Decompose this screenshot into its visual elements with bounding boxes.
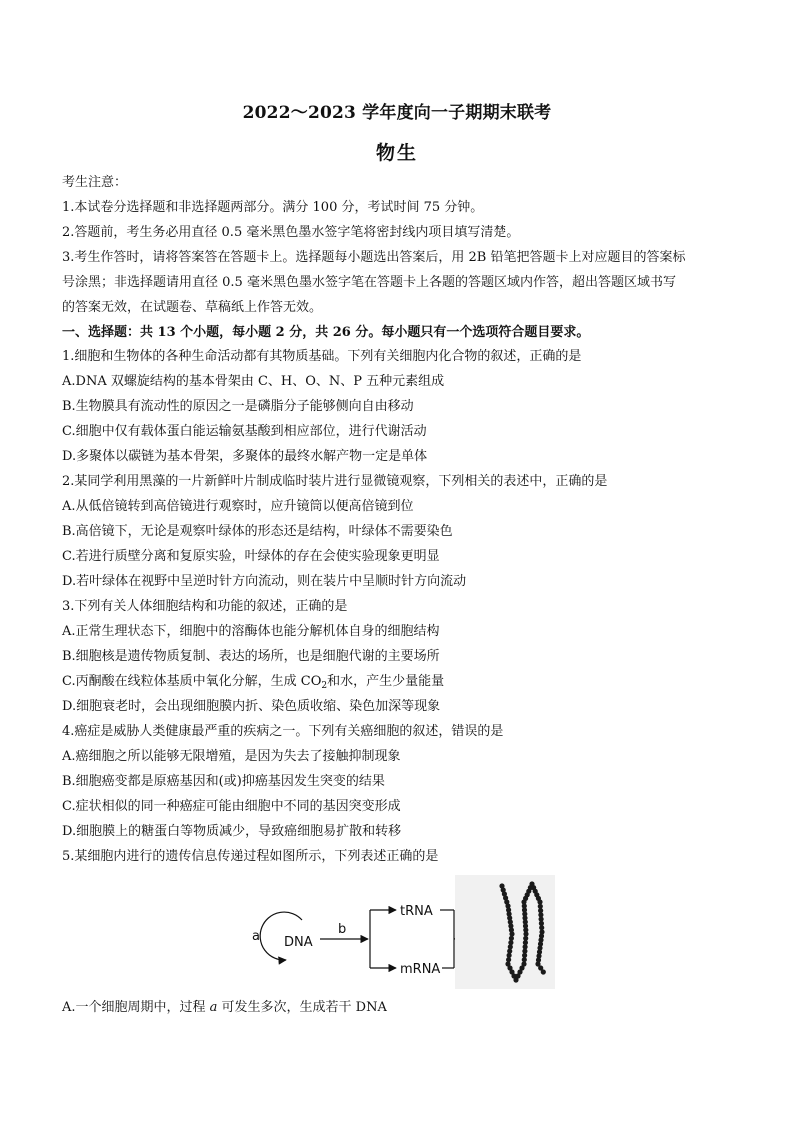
q2-option-d: D.若叶绿体在视野中呈逆时针方向流动，则在装片中呈顺时针方向流动 <box>62 574 467 589</box>
q3-option-c <box>62 673 752 695</box>
q3-option-c-text-1: C.丙酮酸在线粒体基质中氧化分解，生成 CO <box>62 674 322 689</box>
q5-option-a-text-1: A.一个细胞周期中，过程 <box>62 1000 210 1015</box>
label-trna: tRNA <box>400 904 433 919</box>
q5-option-a <box>62 999 752 1017</box>
notes-item-3-line-1: 3.考生作答时，请将答案答在答题卡上。选择题每小题选出答案后，用 2B 铅笔把答题卡上对应题目的答案标 <box>62 250 686 265</box>
q3-option-d: D.细胞衰老时，会出现细胞膜内折、染色质收缩、染色加深等现象 <box>62 699 441 714</box>
exam-subject: 物生 <box>375 142 418 164</box>
label-b: b <box>338 922 347 937</box>
section-1-heading: 一、选择题：共 13 个小题，每小题 2 分，共 26 分。每小题只有一个选项符合题目要求。 <box>62 325 590 340</box>
q3-option-b: B.细胞核是遗传物质复制、表达的场所，也是细胞代谢的主要场所 <box>62 649 440 664</box>
q3-option-a: A.正常生理状态下，细胞中的溶酶体也能分解机体自身的细胞结构 <box>62 624 440 639</box>
label-dna: DNA <box>284 935 313 950</box>
q1-option-d: D.多聚体以碳链为基本骨架，多聚体的最终水解产物一定是单体 <box>62 449 428 464</box>
label-mrna: mRNA <box>400 962 441 977</box>
notes-heading: 考生注意： <box>62 175 128 190</box>
q4-option-c: C.症状相似的同一种癌症可能由细胞中不同的基因突变形成 <box>62 799 401 814</box>
q5-option-a-text-2: 可发生多次，生成若干 DNA <box>217 1000 387 1015</box>
exam-title: 2022～2023 学年度向一子期期末联考 <box>242 103 552 123</box>
q1-option-b: B.生物膜具有流动性的原因之一是磷脂分子能够侧向自由移动 <box>62 399 414 414</box>
q3-option-c-subscript: 2 <box>321 681 328 691</box>
q4-option-a: A.癌细胞之所以能够无限增殖，是因为失去了接触抑制现象 <box>62 749 401 764</box>
notes-item-3-line-2: 号涂黑；非选择题请用直径 0.5 毫米黑色墨水签字笔在答题卡上各题的答题区域内作答，超出答题区域书写 <box>62 275 676 290</box>
q2-option-a: A.从低倍镜转到高倍镜进行观察时，应升镜筒以便高倍镜到位 <box>62 499 414 514</box>
q2-option-b: B.高倍镜下，无论是观察叶绿体的形态还是结构，叶绿体不需要染色 <box>62 524 453 539</box>
q4-stem: 4.癌症是威胁人类健康最严重的疾病之一。下列有关癌细胞的叙述，错误的是 <box>62 724 504 739</box>
q5-stem: 5.某细胞内进行的遗传信息传递过程如图所示，下列表述正确的是 <box>62 849 439 864</box>
chain-bead <box>541 969 546 974</box>
notes-item-1: 1.本试卷分选择题和非选择题两部分。满分 100 分，考试时间 75 分钟。 <box>62 200 484 215</box>
q2-stem: 2.某同学利用黑藻的一片新鲜叶片制成临时装片进行显微镜观察，下列相关的表述中，正确的是 <box>62 474 608 489</box>
q3-option-c-text-2: 和水，产生少量能量 <box>327 674 445 689</box>
gene-expression-diagram <box>240 872 560 992</box>
q4-option-b: B.细胞癌变都是原癌基因和(或)抑癌基因发生突变的结果 <box>62 774 385 789</box>
q1-option-a: A.DNA 双螺旋结构的基本骨架由 C、H、O、N、P 五种元素组成 <box>62 374 445 389</box>
notes-item-2: 2.答题前，考生务必用直径 0.5 毫米黑色墨水签字笔将密封线内项目填写清楚。 <box>62 225 520 240</box>
q1-option-c: C.细胞中仅有载体蛋白能运输氨基酸到相应部位，进行代谢活动 <box>62 424 427 439</box>
q1-stem: 1.细胞和生物体的各种生命活动都有其物质基础。下列有关细胞内化合物的叙述，正确的是 <box>62 349 582 364</box>
q5-option-a-variable: a <box>209 1000 218 1015</box>
q5-figure <box>240 872 560 992</box>
notes-item-3-line-3: 的答案无效，在试题卷、草稿纸上作答无效。 <box>62 300 323 315</box>
label-a: a <box>252 929 260 944</box>
q4-option-d: D.细胞膜上的糖蛋白等物质减少，导致癌细胞易扩散和转移 <box>62 824 402 839</box>
q2-option-c: C.若进行质壁分离和复原实验，叶绿体的存在会使实验现象更明显 <box>62 549 440 564</box>
q3-stem: 3.下列有关人体细胞结构和功能的叙述，正确的是 <box>62 599 348 614</box>
